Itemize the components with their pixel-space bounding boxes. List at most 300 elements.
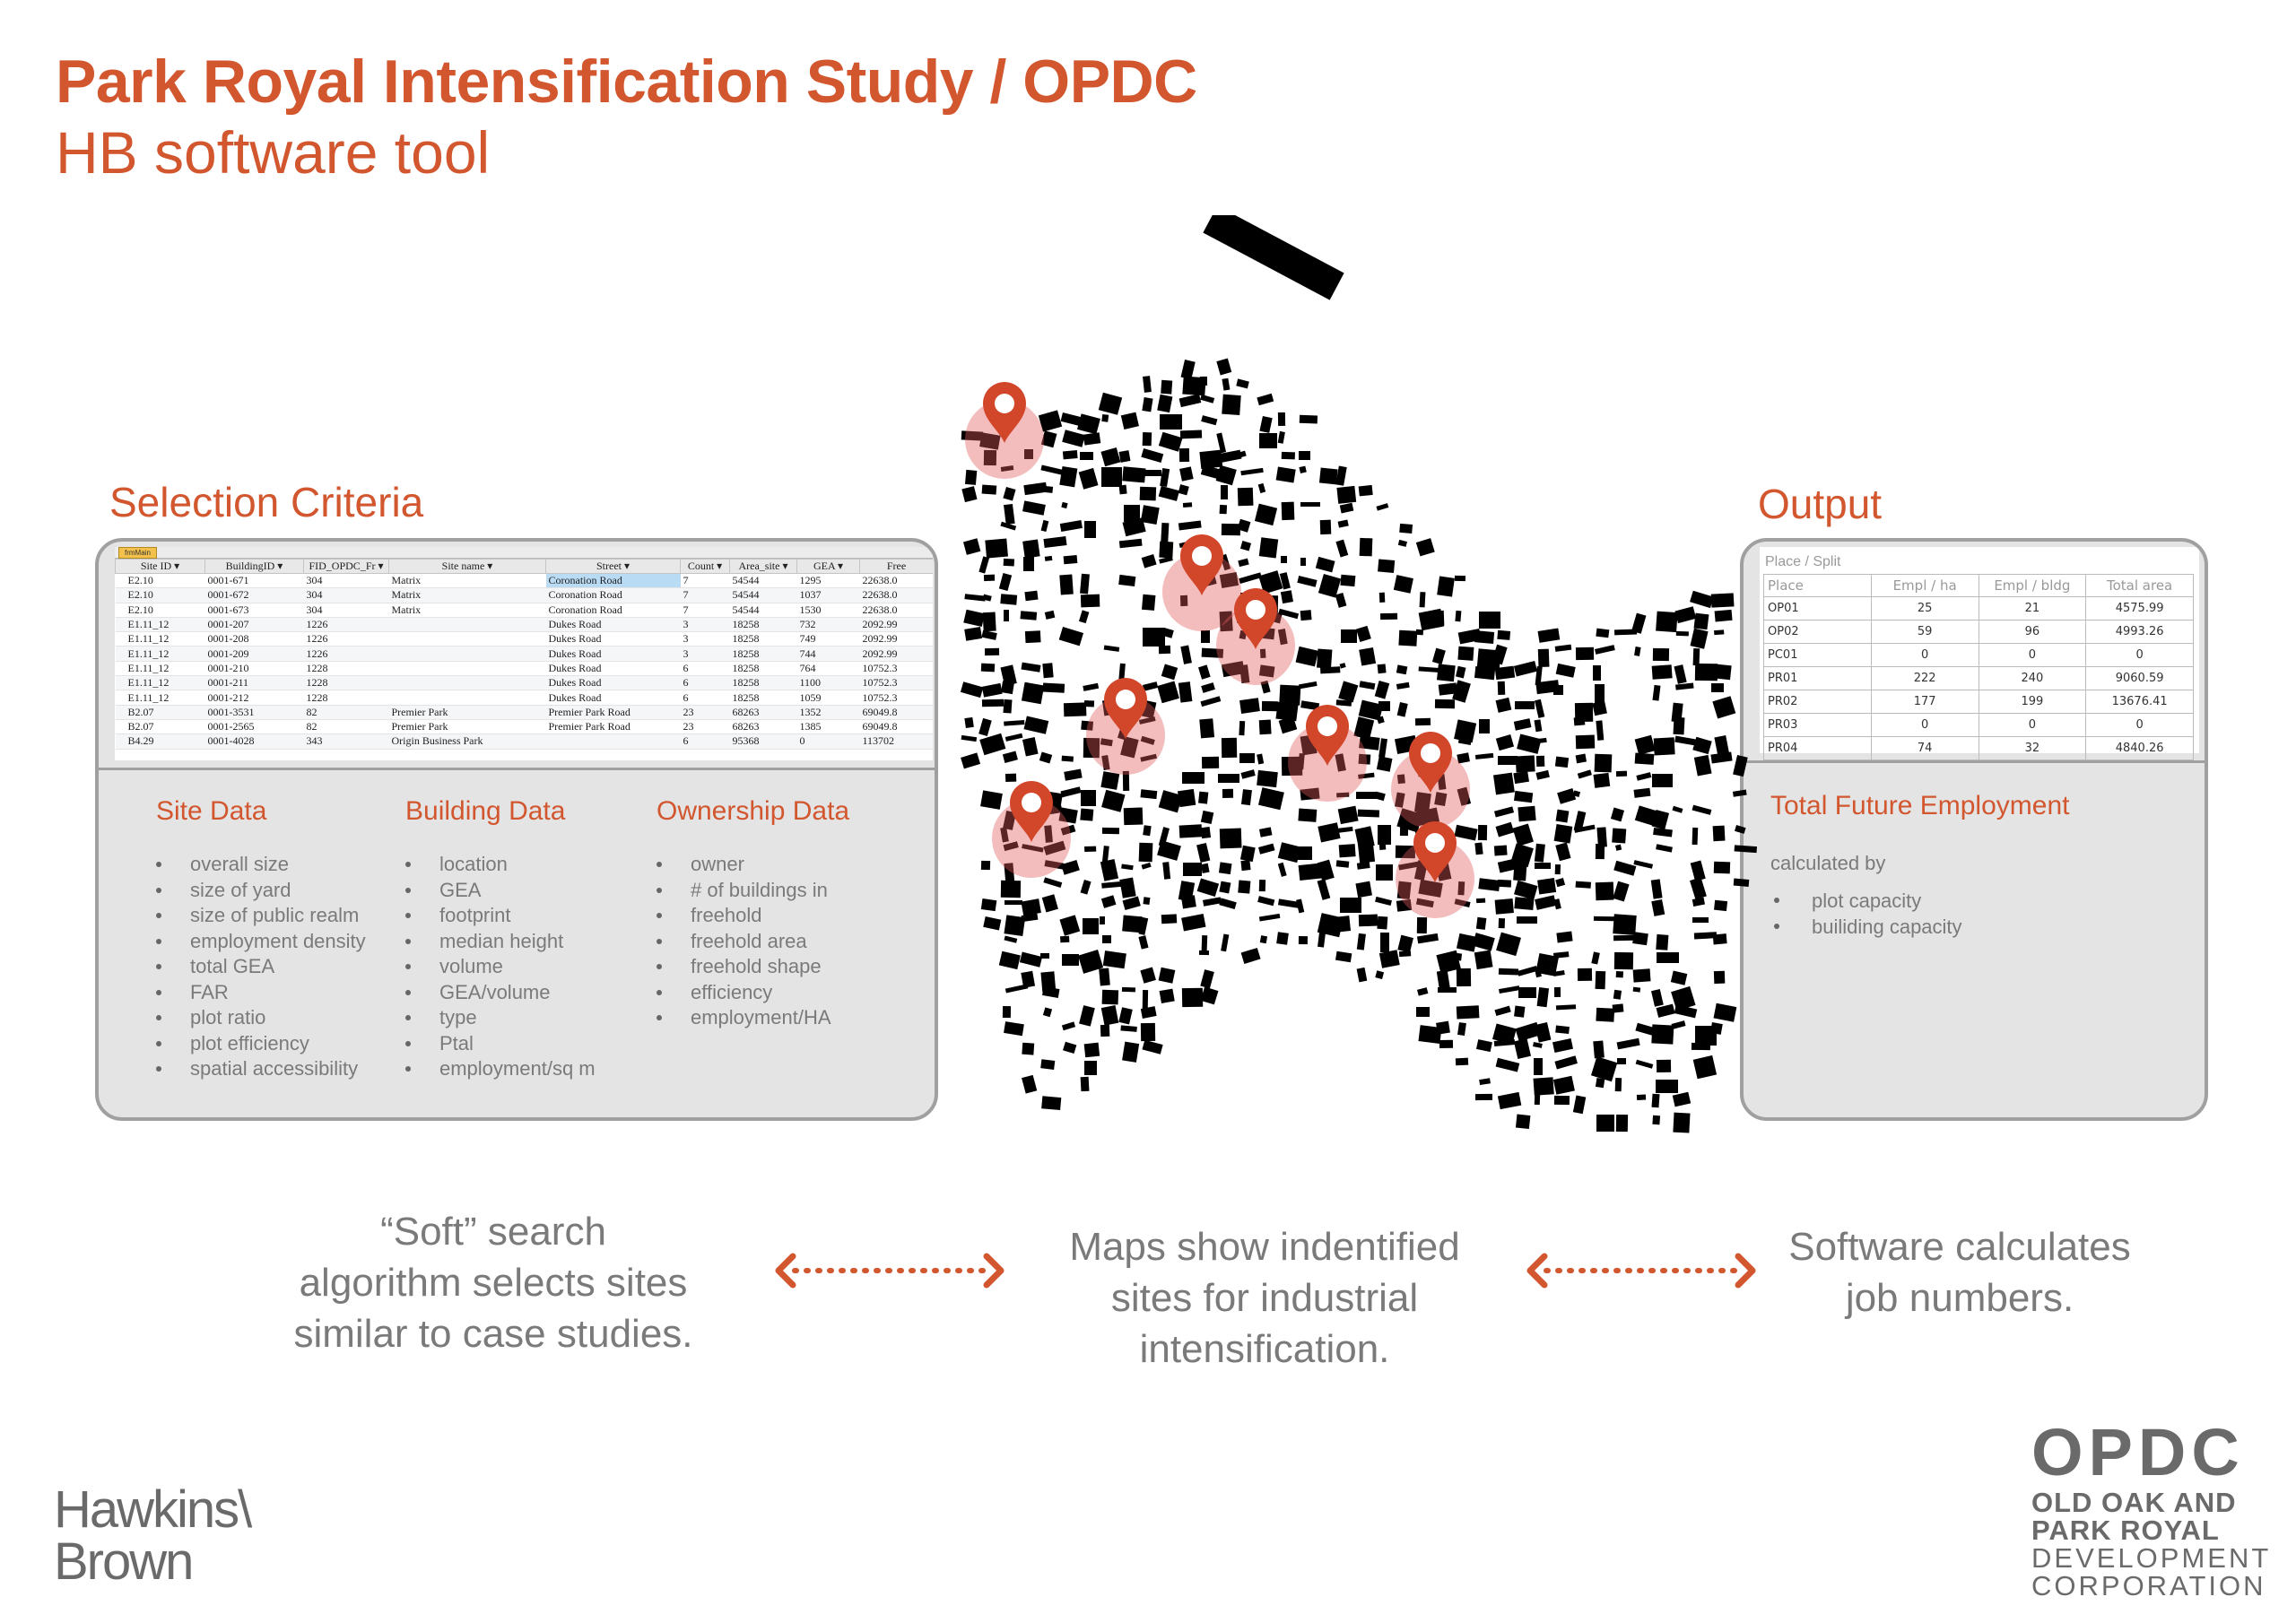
table-row[interactable] [116,734,934,749]
ownership-data-column [657,796,849,1031]
building-footprint [1259,433,1277,448]
building-footprint [1122,987,1135,993]
table-cell[interactable]: 54544 [730,574,797,588]
bullet-icon [405,939,411,944]
building-footprint [1084,1061,1097,1075]
table-cell[interactable]: 0001-673 [205,603,304,617]
building-footprint [1240,846,1256,862]
building-footprint [1045,611,1056,620]
table-cell[interactable]: E1.11_12 [116,676,205,690]
bullet-icon [657,913,662,918]
table-cell[interactable]: 22638.0 [860,588,934,603]
table-cell[interactable]: Premier Park [389,705,546,719]
list-item-label: employment density [190,929,366,952]
table-cell[interactable]: 18258 [730,676,797,690]
column-header[interactable]: Site name ▾ [389,560,546,574]
table-cell[interactable]: 22638.0 [860,603,934,617]
building-footprint [1241,948,1261,964]
building-footprint [983,916,1001,930]
building-footprint [1025,630,1041,643]
table-cell[interactable]: 7 [681,574,730,588]
table-row[interactable] [116,690,934,705]
building-footprint [1454,719,1476,742]
building-footprint [961,486,977,502]
building-footprint [1140,487,1157,501]
building-footprint [1064,702,1087,716]
column-header[interactable]: Site ID ▾ [116,560,205,574]
table-cell[interactable] [389,632,546,647]
list-item [657,852,849,878]
table-cell[interactable]: 0 [797,734,860,749]
building-footprint [964,717,973,728]
column-header[interactable]: FID_OPDC_Fr ▾ [304,560,389,574]
building-footprint [1335,951,1352,963]
column-header: Total area [2086,575,2194,597]
building-footprint [1119,539,1143,549]
building-footprint [1417,933,1439,943]
bullet-icon [657,1015,662,1020]
table-cell: 222 [1871,667,1979,690]
building-footprint [1201,864,1210,873]
building-footprint [1337,827,1352,833]
table-cell[interactable]: Premier Park [389,719,546,733]
building-footprint [1338,916,1351,932]
building-footprint [1043,877,1062,888]
building-footprint [1538,628,1561,642]
table-cell[interactable]: 18258 [730,632,797,647]
table-cell[interactable]: 1295 [797,574,860,588]
building-footprint [1222,395,1240,415]
table-cell[interactable]: 18258 [730,661,797,675]
building-footprint [1203,897,1222,906]
table-row[interactable] [116,617,934,631]
column-header[interactable]: GEA ▾ [797,560,860,574]
table-cell[interactable]: 304 [304,588,389,603]
table-cell[interactable]: 1385 [797,719,860,733]
building-footprint [1494,846,1508,856]
building-footprint [1497,630,1510,640]
building-footprint [1714,629,1724,635]
building-footprint [1359,915,1378,927]
table-cell[interactable]: Coronation Road [546,588,681,603]
building-footprint [1318,879,1331,900]
building-footprint [1537,878,1556,894]
table-cell[interactable]: B2.07 [116,705,205,719]
table-cell[interactable]: Dukes Road [546,676,681,690]
building-footprint [1300,415,1318,424]
table-cell[interactable]: 0001-209 [205,647,304,661]
building-footprint [1140,967,1156,983]
table-cell[interactable]: 18258 [730,617,797,631]
table-cell[interactable]: Dukes Road [546,690,681,705]
building-footprint [1201,415,1217,425]
table-cell[interactable]: E2.10 [116,588,205,603]
building-footprint [1399,524,1413,534]
building-footprint [1257,394,1274,405]
table-cell[interactable]: 744 [797,647,860,661]
table-cell[interactable]: 69049.8 [860,719,934,733]
building-footprint [982,485,997,495]
list-item-label: median height [439,929,564,952]
building-footprint [1042,986,1059,998]
table-cell[interactable]: E2.10 [116,574,205,588]
list-item-label: plot capacity [1812,890,1922,912]
building-footprint [1241,789,1252,805]
table-cell[interactable]: 10752.3 [860,690,934,705]
list-item [156,903,366,929]
building-footprint [1594,916,1616,921]
building-footprint [1023,557,1034,571]
building-footprint [1000,594,1017,605]
building-footprint [1257,770,1278,787]
building-footprint [1713,933,1727,944]
building-footprint [1555,878,1565,887]
table-cell[interactable]: 1226 [304,647,389,661]
table-cell[interactable]: 3 [681,632,730,647]
table-cell[interactable]: 1530 [797,603,860,617]
table-cell[interactable] [546,734,681,749]
building-footprint [1258,787,1284,810]
building-footprint [1553,685,1563,695]
table-cell[interactable]: Matrix [389,574,546,588]
table-row[interactable] [116,661,934,675]
table-cell[interactable]: 749 [797,632,860,647]
table-cell[interactable]: Premier Park Road [546,705,681,719]
table-cell: 0 [2086,644,2194,667]
table-cell: 9060.59 [2086,667,2194,690]
column-header[interactable]: Free [860,560,934,574]
building-footprint [1100,916,1105,924]
bullet-icon [156,1066,161,1072]
building-footprint [1003,699,1012,714]
table-cell[interactable]: 0001-3531 [205,705,304,719]
table-cell[interactable]: 1228 [304,661,389,675]
building-footprint [1537,987,1549,1007]
building-footprint [1240,769,1255,779]
table-cell: 96 [1979,621,2086,644]
table-cell[interactable]: 7 [681,588,730,603]
table-cell[interactable]: 1226 [304,632,389,647]
building-footprint [1417,917,1427,933]
building-footprint [1004,720,1024,726]
table-cell[interactable]: 23 [681,719,730,733]
building-footprint [1005,774,1016,782]
table-cell[interactable]: Matrix [389,603,546,617]
building-footprint [1100,447,1120,466]
building-footprint [1693,1055,1717,1079]
bullet-icon [156,939,161,944]
table-row[interactable] [116,705,934,719]
building-footprint [1040,1059,1055,1070]
table-cell[interactable]: B4.29 [116,734,205,749]
building-footprint [1299,451,1310,460]
building-footprint [1656,1080,1678,1093]
building-footprint [1278,863,1287,877]
list-item [156,1005,366,1031]
double-arrow-icon [1525,1251,1758,1290]
column-header[interactable]: Count ▾ [681,560,730,574]
table-cell[interactable]: 6 [681,734,730,749]
building-footprint [1690,877,1707,899]
table-cell[interactable]: Dukes Road [546,647,681,661]
building-footprint [999,951,1021,969]
table-cell[interactable]: 6 [681,661,730,675]
building-footprint [1220,829,1242,849]
table-cell: 199 [1979,690,2086,714]
column-header[interactable]: Area_site ▾ [730,560,797,574]
table-cell[interactable]: 6 [681,676,730,690]
table-cell[interactable]: 343 [304,734,389,749]
building-footprint [1518,806,1535,822]
building-footprint [1257,754,1264,765]
table-cell[interactable]: 3 [681,617,730,631]
building-footprint [1474,843,1483,855]
building-footprint [1122,1042,1139,1063]
list-item-label: size of yard [190,878,291,901]
building-footprint [1178,520,1202,530]
table-cell[interactable]: 23 [681,705,730,719]
building-footprint [1157,681,1179,704]
table-cell[interactable]: 1228 [304,690,389,705]
table-cell: OP02 [1764,621,1872,644]
table-cell[interactable]: 1352 [797,705,860,719]
building-footprint [1518,987,1536,998]
table-cell[interactable]: 0001-672 [205,588,304,603]
building-footprint [1415,718,1431,726]
building-footprint [1159,542,1173,559]
table-cell[interactable]: 304 [304,574,389,588]
map-pin-dot [1246,600,1265,620]
building-footprint [1239,572,1262,584]
building-footprint [1099,968,1110,986]
building-footprint [1711,683,1724,692]
building-footprint [1340,503,1354,514]
list-item-label: Ptal [439,1031,474,1055]
table-cell[interactable]: E2.10 [116,603,205,617]
building-footprint [1576,735,1596,750]
table-cell[interactable]: Dukes Road [546,617,681,631]
table-cell[interactable]: 1059 [797,690,860,705]
table-cell[interactable]: 1037 [797,588,860,603]
table-cell[interactable] [389,690,546,705]
building-footprint [1654,737,1675,755]
building-footprint [964,627,982,641]
table-cell[interactable]: 3 [681,647,730,661]
table-cell[interactable] [389,617,546,631]
table-cell[interactable]: 54544 [730,588,797,603]
building-footprint [1533,1042,1543,1048]
building-footprint [1516,1115,1530,1129]
table-cell: 4993.26 [2086,621,2194,644]
building-footprint [1178,484,1189,495]
building-footprint [1438,987,1457,993]
table-cell[interactable]: 0001-2565 [205,719,304,733]
caption-maps [1031,1221,1498,1375]
building-footprint [1064,555,1078,564]
table-cell[interactable]: Origin Business Park [389,734,546,749]
table-cell[interactable]: 113702 [860,734,934,749]
table-cell[interactable]: 68263 [730,705,797,719]
building-footprint [1398,540,1407,547]
building-footprint [1554,1096,1570,1105]
building-footprint [964,594,986,601]
hawkins-brown-logo [54,1480,251,1591]
building-footprint [981,664,995,673]
building-footprint [1475,753,1493,759]
table-cell[interactable]: 2092.99 [860,617,934,631]
list-item [405,1031,596,1057]
building-footprint [1657,952,1679,963]
building-footprint [1553,951,1570,959]
table-cell[interactable]: 2092.99 [860,632,934,647]
opdc-logo-line: PARK ROYAL [2031,1515,2220,1546]
table-cell[interactable]: 1226 [304,617,389,631]
table-cell[interactable]: 0001-4028 [205,734,304,749]
building-footprint [999,573,1012,591]
table-cell[interactable]: 764 [797,661,860,675]
building-footprint [1554,824,1573,844]
table-cell[interactable]: E1.11_12 [116,647,205,661]
building-footprint [961,681,983,698]
building-footprint [1436,611,1445,626]
building-footprint [1200,395,1214,404]
table-row[interactable] [116,676,934,690]
building-footprint [1182,772,1205,784]
table-cell[interactable]: E1.11_12 [116,690,205,705]
table-cell[interactable]: 7 [681,603,730,617]
list-item-label: efficiency [691,980,773,1003]
list-item-label: freehold area [691,929,807,952]
column-header[interactable]: BuildingID ▾ [205,560,304,574]
table-cell[interactable]: 10752.3 [860,661,934,675]
building-footprint [1416,538,1435,556]
building-footprint [982,683,1003,698]
building-footprint [1004,900,1022,905]
table-cell[interactable]: 1100 [797,676,860,690]
list-item-label: spatial accessibility [190,1057,359,1080]
table-cell[interactable] [389,647,546,661]
building-footprint [1062,430,1085,447]
table-row[interactable] [116,574,934,588]
table-cell[interactable]: 54544 [730,603,797,617]
building-footprint [1041,520,1049,532]
table-cell[interactable]: 0001-210 [205,661,304,675]
column-header: Empl / ha [1871,575,1979,597]
caption-soft-search [242,1206,744,1359]
table-cell[interactable]: 732 [797,617,860,631]
table-row[interactable] [116,588,934,603]
table-cell[interactable]: Coronation Road [546,603,681,617]
building-footprint [1279,685,1300,706]
form-tab[interactable]: frmMain [118,547,157,559]
table-cell[interactable]: Dukes Road [546,661,681,675]
table-cell[interactable]: 18258 [730,647,797,661]
building-footprint [1578,769,1592,778]
building-footprint [1633,968,1651,982]
list-item [657,878,849,904]
table-cell[interactable] [389,661,546,675]
building-footprint [1734,879,1750,887]
table-row[interactable] [116,603,934,617]
building-footprint [1553,898,1561,909]
table-cell[interactable]: 82 [304,719,389,733]
building-footprint [1475,1094,1492,1100]
building-footprint [1024,591,1038,602]
column-header[interactable]: Street ▾ [546,560,681,574]
building-footprint [1657,1060,1671,1072]
table-cell[interactable]: 2092.99 [860,647,934,661]
building-footprint [1318,933,1326,948]
table-cell[interactable] [389,676,546,690]
table-cell[interactable]: 95368 [730,734,797,749]
building-footprint [1494,1006,1510,1016]
building-footprint [1021,663,1040,673]
table-cell[interactable]: 6 [681,690,730,705]
table-cell[interactable]: Matrix [389,588,546,603]
table-cell[interactable]: 0001-212 [205,690,304,705]
table-cell[interactable]: 68263 [730,719,797,733]
building-footprint [1357,933,1366,950]
table-cell[interactable]: 69049.8 [860,705,934,719]
table-cell[interactable]: 10752.3 [860,676,934,690]
building-footprint [1181,895,1196,908]
building-footprint [1613,881,1629,902]
table-cell[interactable]: 0001-671 [205,574,304,588]
building-footprint [1692,828,1699,845]
building-footprint [1061,860,1080,875]
table-cell: PC01 [1764,644,1872,667]
table-cell[interactable]: B2.07 [116,719,205,733]
building-footprint [1238,881,1250,894]
table-cell[interactable]: Premier Park Road [546,719,681,733]
table-row[interactable] [116,647,934,661]
table-row[interactable] [116,632,934,647]
table-cell: 0 [1979,644,2086,667]
building-footprint [1059,466,1077,487]
table-cell[interactable]: 304 [304,603,389,617]
building-footprint [1616,1115,1628,1132]
table-cell[interactable]: 22638.0 [860,574,934,588]
table-cell[interactable]: 1228 [304,676,389,690]
building-footprint [1476,917,1487,930]
list-item-label: plot ratio [190,1006,266,1028]
caption-line: sites for industrial [1110,1276,1419,1320]
table-cell[interactable]: E1.11_12 [116,617,205,631]
building-footprint [1574,716,1586,725]
table-row[interactable] [116,719,934,733]
table-cell[interactable]: Dukes Road [546,632,681,647]
building-footprint [984,575,995,581]
table-cell[interactable]: E1.11_12 [116,632,205,647]
table-cell[interactable]: 82 [304,705,389,719]
building-footprint [1142,863,1152,870]
building-footprint [1104,646,1120,652]
table-cell[interactable]: E1.11_12 [116,661,205,675]
table-cell[interactable]: Coronation Road [546,574,681,588]
building-footprint [1420,592,1426,607]
building-data-list [405,852,596,1082]
table-cell[interactable]: 0001-208 [205,632,304,647]
building-footprint [1259,914,1280,922]
building-footprint [1499,968,1518,976]
list-item [156,980,366,1006]
building-footprint [1005,733,1023,742]
building-footprint [1059,575,1074,595]
table-cell[interactable]: 0001-207 [205,617,304,631]
table-cell[interactable]: 0001-211 [205,676,304,690]
table-cell[interactable]: 18258 [730,690,797,705]
list-item [1770,888,1962,914]
